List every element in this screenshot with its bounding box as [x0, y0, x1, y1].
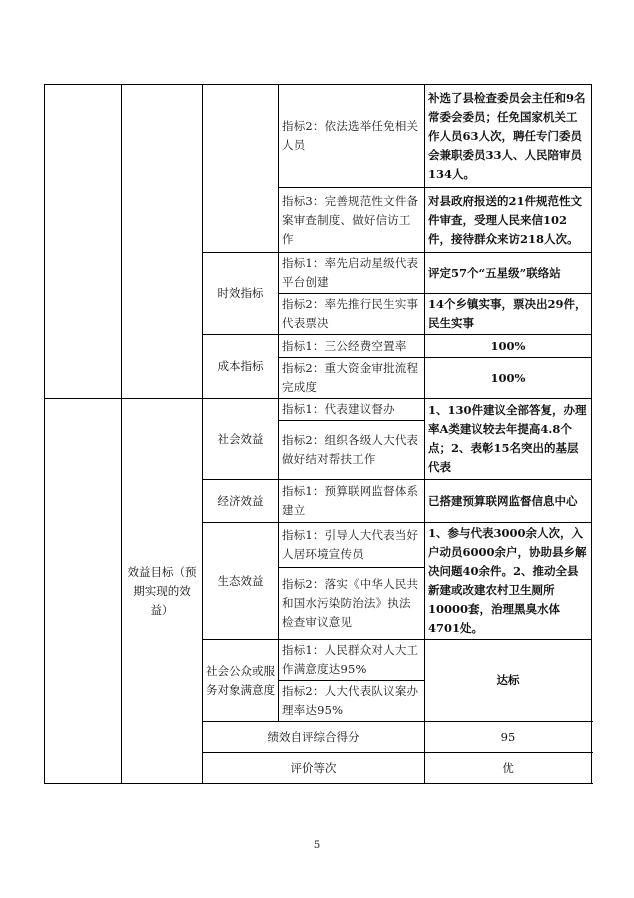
value-cell: 对县政府报送的21件规范性文件审查，受理人民来信102件，接待群众来访218人次。 — [425, 188, 592, 253]
value-cell: 1、130件建议全部答复，办理率A类建议较去年提高4.8个点；2、表彰15名突出的基层代表 — [425, 399, 592, 480]
score-value: 95 — [425, 722, 592, 753]
score-label: 绩效自评综合得分 — [203, 722, 425, 753]
value-cell: 100% — [425, 358, 592, 399]
blank-cell — [45, 85, 122, 399]
value-cell: 100% — [425, 335, 592, 358]
value-cell: 评定57个“五星级”联络站 — [425, 253, 592, 294]
indicator-cell: 指标2：依法选举任免相关人员 — [279, 85, 425, 188]
indicator-cell: 指标2：率先推行民生实事代表票决 — [279, 294, 425, 335]
value-cell: 已搭建预算联网监督信息中心 — [425, 480, 592, 523]
category-cost: 成本指标 — [203, 335, 279, 399]
category-social: 社会效益 — [203, 399, 279, 480]
table-row — [45, 399, 592, 421]
indicator-cell: 指标1：引导人大代表当好人居环境宣传员 — [279, 523, 425, 568]
performance-table — [44, 84, 592, 784]
value-cell: 补选了县检查委员会主任和9名常委会委员；任免国家机关工作人员63人次，聘任专门委员会兼职委员33人、人民陪审员134人。 — [425, 85, 592, 188]
category-timeliness: 时效指标 — [203, 253, 279, 335]
indicator-cell: 指标1：三公经费空置率 — [279, 335, 425, 358]
blank-cell — [45, 399, 122, 784]
category-satisfaction: 社会公众或服务对象满意度 — [203, 640, 279, 722]
blank-cell — [122, 85, 203, 399]
page-number: 5 — [313, 840, 321, 851]
table-row — [45, 85, 592, 188]
indicator-cell: 指标1：率先启动星级代表平台创建 — [279, 253, 425, 294]
indicator-cell: 指标2：落实《中华人民共和国水污染防治法》执法检查审议意见 — [279, 568, 425, 640]
blank-cell — [203, 85, 279, 253]
indicator-cell: 指标1：代表建议督办 — [279, 399, 425, 421]
indicator-cell: 指标2：人大代表队议案办理率达95% — [279, 681, 425, 722]
value-cell: 14个乡镇实事，票决出29件，民生实事 — [425, 294, 592, 335]
indicator-cell: 指标2：重大资金审批流程完成度 — [279, 358, 425, 399]
indicator-cell: 指标1：预算联网监督体系建立 — [279, 480, 425, 523]
indicator-cell: 指标1：人民群众对人大工作满意度达95% — [279, 640, 425, 681]
category-benefit-goal: 效益目标（预期实现的效益） — [122, 399, 203, 784]
category-ecological: 生态效益 — [203, 523, 279, 640]
indicator-cell: 指标3：完善规范性文件备案审查制度、做好信访工作 — [279, 188, 425, 253]
value-cell: 1、参与代表3000余人次，入户动员6000余户，协助县乡解决问题40余件。2、推动全县新建或改建农村卫生厕所10000套，治理黑臭水体4701处。 — [425, 523, 592, 640]
grade-value: 优 — [425, 753, 592, 784]
grade-label: 评价等次 — [203, 753, 425, 784]
indicator-cell: 指标2：组织各级人大代表做好结对帮扶工作 — [279, 421, 425, 480]
category-economic: 经济效益 — [203, 480, 279, 523]
value-cell: 达标 — [425, 640, 592, 722]
